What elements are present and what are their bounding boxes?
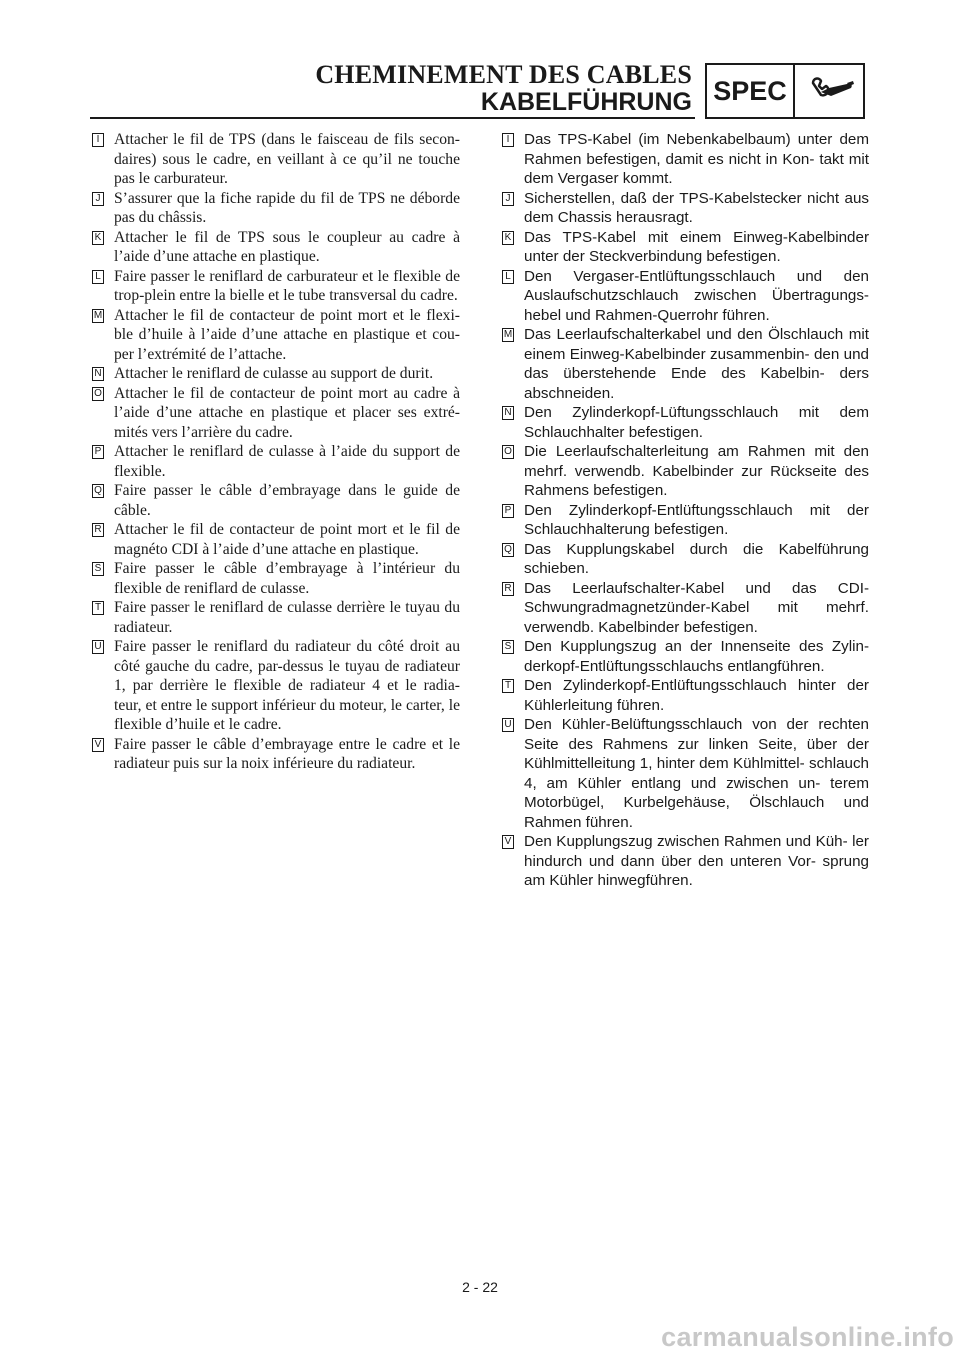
item-marker: I xyxy=(92,133,104,147)
item-text: Faire passer le reniflard de carburateur et le flexible de trop-plein entre la bielle et le tube transversal du cadre. xyxy=(114,267,460,304)
item-marker: U xyxy=(92,640,104,654)
list-item xyxy=(502,403,869,442)
item-marker: J xyxy=(502,192,514,206)
item-marker: Q xyxy=(92,484,104,498)
item-text: Attacher le fil de contacteur de point mort et le flexi- ble d’huile à l’aide d’une attache en plastique et cou- per l’extrémité de l’attache. xyxy=(114,306,460,363)
list-item xyxy=(92,228,460,267)
item-text: Den Kupplungszug zwischen Rahmen und Küh- ler hindurch und dann über den unteren Vor- sprung am Kühler hinwegführen. xyxy=(524,833,869,889)
list-item xyxy=(502,715,869,832)
list-item xyxy=(502,267,869,326)
item-marker: K xyxy=(502,231,514,245)
item-text: Das TPS-Kabel mit einem Einweg-Kabelbinder unter der Steckverbindung befestigen. xyxy=(524,228,869,265)
header-divider xyxy=(90,117,695,119)
list-item xyxy=(502,228,869,267)
item-marker: K xyxy=(92,231,104,245)
list-item xyxy=(92,306,460,365)
item-text: Faire passer le câble d’embrayage entre le cadre et le radiateur puis sur la noix inférieure du radiateur. xyxy=(114,735,460,772)
item-text: Den Kupplungszug an der Innenseite des Zylin- derkopf-Entlüftungsschlauchs entlangführen. xyxy=(524,638,869,675)
item-marker: P xyxy=(502,504,514,518)
list-item xyxy=(92,559,460,598)
spec-badge xyxy=(705,63,865,119)
list-item xyxy=(502,676,869,715)
item-marker: V xyxy=(502,835,514,849)
item-text: Faire passer le reniflard du radiateur du côté droit au côté gauche du cadre, par-dessus le tuyau de radiateur 1, par derrière le flexible de radiateur 4 et le radia- teur, et entre le support inférieur du moteur, le carter, le flexible d’huile et le cadre. xyxy=(114,638,460,733)
item-marker: O xyxy=(502,445,514,459)
item-text: Das TPS-Kabel (im Nebenkabelbaum) unter dem Rahmen befestigen, damit es nicht in Kon- takt mit dem Vergaser kommt. xyxy=(524,131,869,187)
item-marker: O xyxy=(92,387,104,401)
list-item xyxy=(92,130,460,189)
list-item xyxy=(92,637,460,735)
list-item xyxy=(92,481,460,520)
item-text: Attacher le fil de contacteur de point mort au cadre à l’aide d’une attache en plastique et placer ses extré- mités vers l’arrière du cadre. xyxy=(114,384,460,441)
item-marker: R xyxy=(92,523,104,537)
list-item xyxy=(92,598,460,637)
item-marker: T xyxy=(92,601,104,615)
item-marker: P xyxy=(92,445,104,459)
item-text: Attacher le fil de contacteur de point mort et le fil de magnéto CDI à l’aide d’une attache en plastique. xyxy=(114,521,460,558)
item-marker: M xyxy=(93,309,103,321)
wrench-icon xyxy=(807,75,857,107)
list-item xyxy=(92,735,460,774)
section-title-french: CHEMINEMENT DES CABLES xyxy=(315,60,692,89)
list-item xyxy=(502,442,869,501)
list-item xyxy=(92,520,460,559)
list-item xyxy=(92,267,460,306)
spec-badge-divider xyxy=(793,65,795,117)
item-text: Attacher le fil de TPS sous le coupleur au cadre à l’aide d’une attache en plastique. xyxy=(114,228,460,265)
list-item xyxy=(502,540,869,579)
item-marker: I xyxy=(502,133,514,147)
item-marker: S xyxy=(92,562,104,576)
french-column xyxy=(92,130,460,774)
section-title-german: KABELFÜHRUNG xyxy=(480,88,692,116)
item-text: Den Kühler-Belüftungsschlauch von der rechten Seite des Rahmens zur linken Seite, über der Kühlmittelleitung 1, hinter dem Kühlmittel- schlauch 4, am Kühler entlang und zwischen un- terem Motorbügel, Kurbelgehäuse, Ölschlauch und Rahmen führen. xyxy=(524,716,869,831)
item-text: S’assurer que la fiche rapide du fil de TPS ne déborde pas du châssis. xyxy=(114,189,460,226)
list-item xyxy=(502,189,869,228)
list-item xyxy=(502,832,869,891)
item-marker: T xyxy=(502,679,514,693)
item-text: Faire passer le câble d’embrayage à l’intérieur du flexible de reniflard de culasse. xyxy=(114,560,460,597)
item-text: Den Zylinderkopf-Entlüftungsschlauch hinter der Kühlerleitung führen. xyxy=(524,677,869,714)
item-text: Das Leerlaufschalter-Kabel und das CDI- Schwungradmagnetzünder-Kabel mit mehrf. verwendb. Kabelbinder befestigen. xyxy=(524,579,869,636)
item-marker: Q xyxy=(502,543,514,557)
page-number: 2 - 22 xyxy=(462,1279,498,1295)
item-marker: U xyxy=(502,718,514,732)
site-watermark: carmanualsonline.info xyxy=(661,1322,954,1352)
list-item xyxy=(502,501,869,540)
item-marker: N xyxy=(502,406,514,420)
item-marker: V xyxy=(92,738,104,752)
item-text: Das Leerlaufschalterkabel und den Ölschlauch mit einem Einweg-Kabelbinder zusammenbin- den und das überstehende Ende des Kabelbin- ders abschneiden. xyxy=(524,326,869,402)
item-marker: L xyxy=(502,270,514,284)
item-text: Sicherstellen, daß der TPS-Kabelstecker nicht aus dem Chassis herausragt. xyxy=(524,189,869,226)
item-marker: L xyxy=(92,270,104,284)
spec-label: SPEC xyxy=(713,75,787,106)
item-text: Faire passer le reniflard de culasse derrière le tuyau du radiateur. xyxy=(114,599,460,636)
list-item xyxy=(92,189,460,228)
item-text: Den Vergaser-Entlüftungsschlauch und den Auslaufschutzschlauch zwischen Übertragungs- hebel und Rahmen-Querrohr führen. xyxy=(524,267,869,324)
list-item xyxy=(502,130,869,189)
item-text: Den Zylinderkopf-Entlüftungsschlauch mit der Schlauchhalterung befestigen. xyxy=(524,501,869,538)
item-text: Attacher le fil de TPS (dans le faisceau de fils secon- daires) sous le cadre, en veillant à ce qu’il ne touche pas le carburateur. xyxy=(114,131,460,187)
list-item xyxy=(92,364,460,384)
item-text: Faire passer le câble d’embrayage dans le guide de câble. xyxy=(114,482,460,519)
item-marker: N xyxy=(92,367,104,381)
item-marker: J xyxy=(92,192,104,206)
item-text: Attacher le reniflard de culasse à l’aide du support de flexible. xyxy=(114,443,460,480)
german-column xyxy=(502,130,869,891)
item-text: Attacher le reniflard de culasse au support de durit. xyxy=(114,365,434,382)
item-marker: S xyxy=(502,640,514,654)
item-text: Den Zylinderkopf-Lüftungsschlauch mit dem Schlauchhalter befestigen. xyxy=(524,404,869,441)
list-item xyxy=(502,637,869,676)
list-item xyxy=(92,384,460,443)
list-item xyxy=(502,579,869,638)
list-item xyxy=(502,325,869,403)
item-marker: M xyxy=(503,329,513,340)
item-text: Die Leerlaufschalterleitung am Rahmen mit den mehrf. verwendb. Kabelbinder zur Rückseite des Rahmens befestigen. xyxy=(524,443,869,499)
list-item xyxy=(92,442,460,481)
item-text: Das Kupplungskabel durch die Kabelführung schieben. xyxy=(524,540,869,577)
item-marker: R xyxy=(502,582,514,596)
